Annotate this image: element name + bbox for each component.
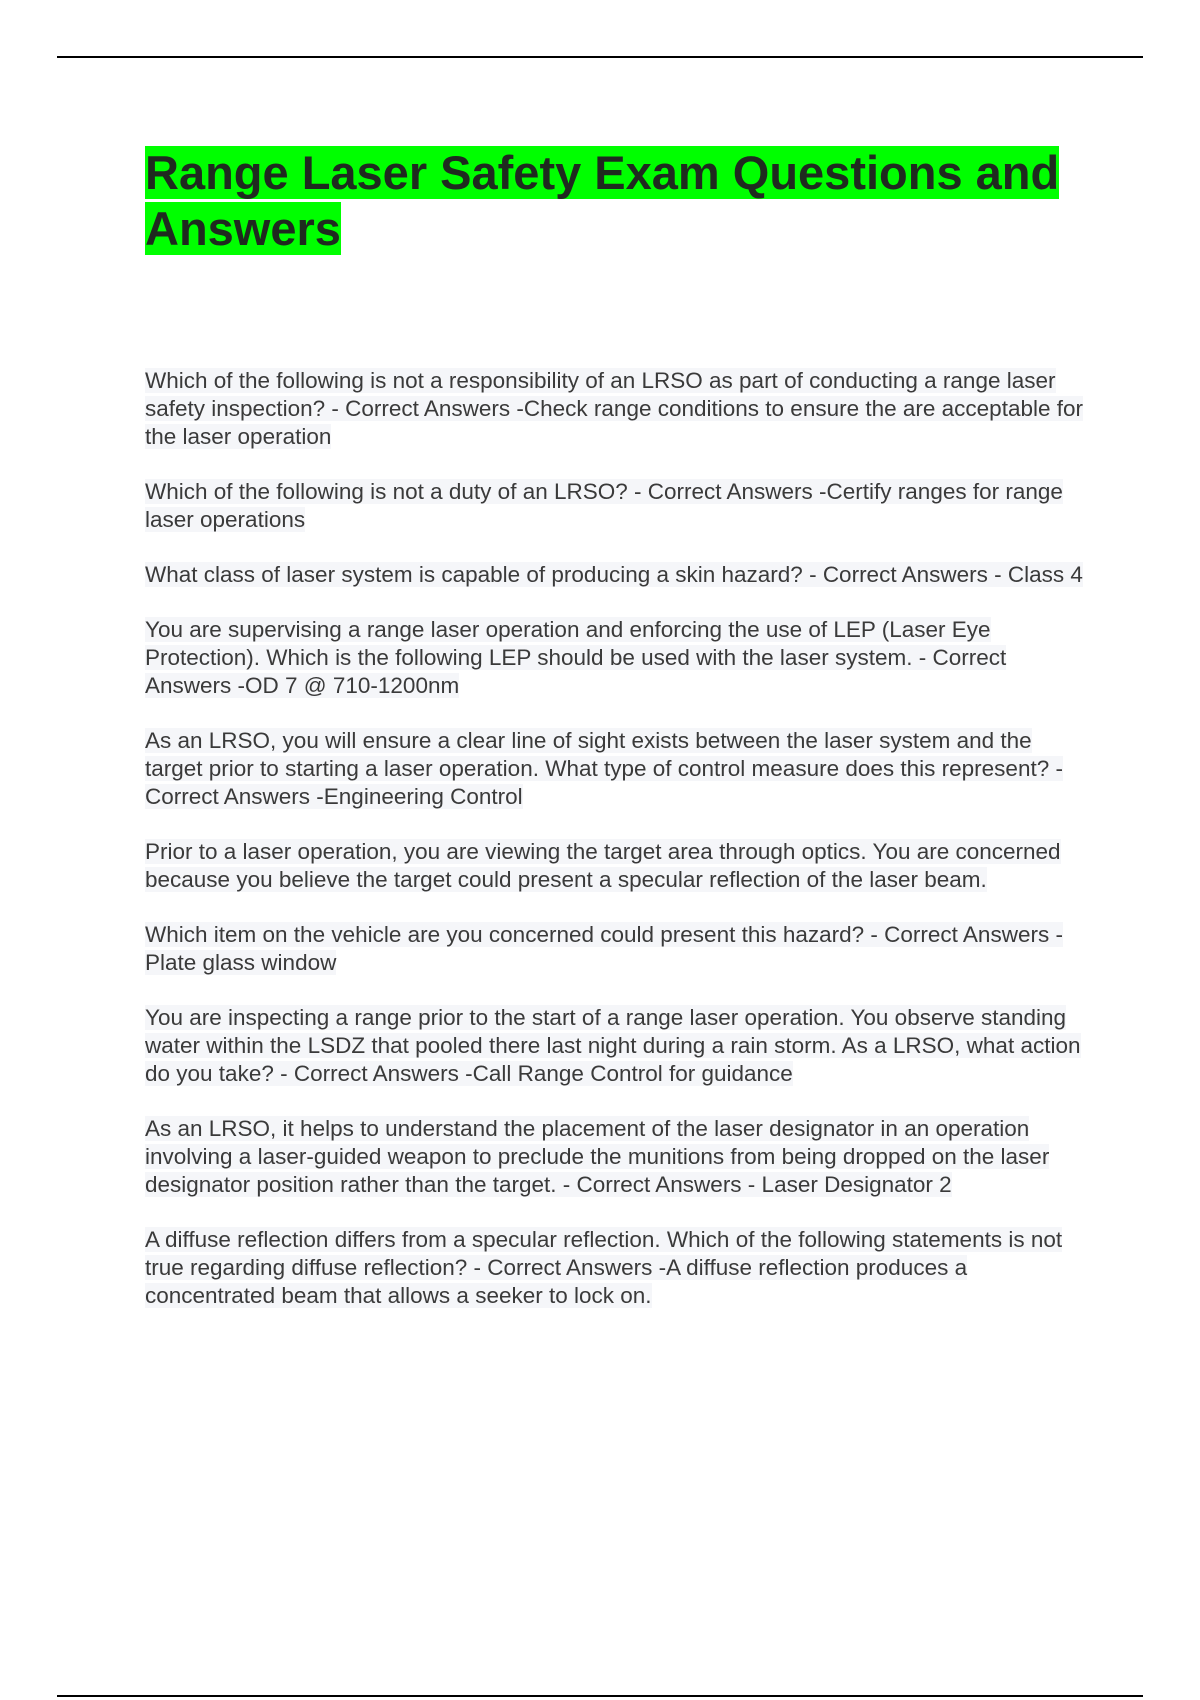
qa-paragraph-text: Which item on the vehicle are you concerned could present this hazard? - Correct Answers -Plate glass window [145, 922, 1063, 975]
qa-paragraph [145, 1004, 1085, 1088]
document-title [145, 145, 1085, 257]
qa-paragraph [145, 478, 1085, 534]
qa-list [145, 367, 1085, 1310]
qa-paragraph [145, 367, 1085, 451]
document-body [145, 145, 1085, 1337]
qa-paragraph-text: You are supervising a range laser operation and enforcing the use of LEP (Laser Eye Protection). Which is the following LEP should be used with the laser system. - Correct Answers -OD 7 @ 710-1200nm [145, 617, 1007, 698]
qa-paragraph [145, 616, 1085, 700]
qa-paragraph-text: A diffuse reflection differs from a specular reflection. Which of the following statements is not true regarding diffuse reflection? - Correct Answers -A diffuse reflection produces a concentrated beam that allows a seeker to lock on. [145, 1227, 1063, 1308]
qa-paragraph-text: You are inspecting a range prior to the start of a range laser operation. You observe standing water within the LSDZ that pooled there last night during a rain storm. As a LRSO, what action do you take? - Correct Answers -Call Range Control for guidance [145, 1005, 1081, 1086]
qa-paragraph-text: Prior to a laser operation, you are viewing the target area through optics. You are concerned because you believe the target could present a specular reflection of the laser beam. [145, 839, 1061, 892]
qa-paragraph-text: As an LRSO, you will ensure a clear line of sight exists between the laser system and the target prior to starting a laser operation. What type of control measure does this represent? - Correct Answers -Engineering Control [145, 728, 1063, 809]
qa-paragraph [145, 1226, 1085, 1310]
document-title-text: Range Laser Safety Exam Questions and Answers [145, 146, 1060, 255]
top-rule [57, 56, 1143, 58]
qa-paragraph-text: What class of laser system is capable of producing a skin hazard? - Correct Answers - Class 4 [145, 562, 1083, 587]
qa-paragraph [145, 1115, 1085, 1199]
qa-paragraph [145, 921, 1085, 977]
bottom-rule [57, 1695, 1143, 1697]
qa-paragraph [145, 838, 1085, 894]
qa-paragraph-text: Which of the following is not a responsibility of an LRSO as part of conducting a range laser safety inspection? - Correct Answers -Check range conditions to ensure the are acceptable for the laser operation [145, 368, 1083, 449]
qa-paragraph-text: Which of the following is not a duty of an LRSO? - Correct Answers -Certify ranges for range laser operations [145, 479, 1063, 532]
qa-paragraph [145, 561, 1085, 589]
qa-paragraph [145, 727, 1085, 811]
qa-paragraph-text: As an LRSO, it helps to understand the placement of the laser designator in an operation involving a laser-guided weapon to preclude the munitions from being dropped on the laser designator position rather than the target. - Correct Answers - Laser Designator 2 [145, 1116, 1050, 1197]
